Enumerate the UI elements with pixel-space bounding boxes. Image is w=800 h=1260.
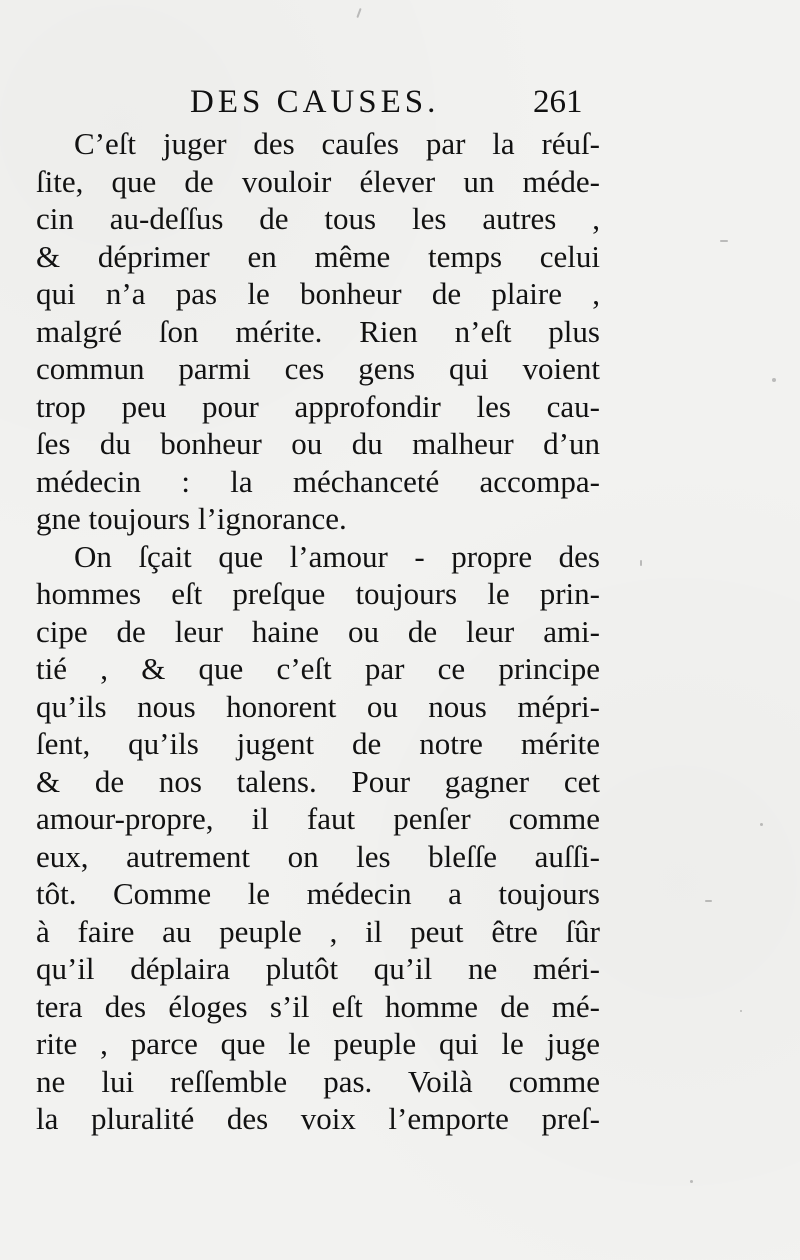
text-line: cipe de leur haine ou de leur ami- <box>36 613 600 649</box>
text-line: On ſçait que l’amour - propre des <box>74 538 600 574</box>
paper-speck <box>720 240 728 242</box>
text-line: qui n’a pas le bonheur de plaire , <box>36 276 600 311</box>
text-line: ne lui reſſemble pas. Voilà comme <box>36 1063 600 1099</box>
text-line: qu’il déplaira plutôt qu’il ne méri- <box>36 951 600 986</box>
page-number: 261 <box>533 84 583 120</box>
text-line: hommes eſt preſque toujours le prin- <box>36 576 600 611</box>
text-line: commun parmi ces gens qui voient <box>36 351 600 386</box>
text-line: eux, autrement on les bleſſe auſſi- <box>36 838 600 874</box>
text-line: médecin : la méchanceté accompa- <box>36 463 600 499</box>
text-line: & de nos talens. Pour gagner cet <box>36 763 600 799</box>
page-header <box>0 82 800 122</box>
text-line: qu’ils nous honorent ou nous mépri- <box>36 688 600 724</box>
text-line: ſent, qu’ils jugent de notre mérite <box>36 726 600 761</box>
text-line: à faire au peuple , il peut être ſûr <box>36 913 600 949</box>
text-line: ſes du bonheur ou du malheur d’un <box>36 426 600 461</box>
text-line: rite , parce que le peuple qui le juge <box>36 1026 600 1061</box>
text-line: malgré ſon mérite. Rien n’eſt plus <box>36 313 600 349</box>
text-line: cin au-deſſus de tous les autres , <box>36 201 600 236</box>
text-line: tôt. Comme le médecin a toujours <box>36 876 600 911</box>
text-line: tera des éloges s’il eſt homme de mé- <box>36 988 600 1024</box>
text-line: C’eſt juger des cauſes par la réuſ- <box>74 126 600 161</box>
text-line: & déprimer en même temps celui <box>36 238 600 274</box>
text-line: amour-propre, il faut penſer comme <box>36 801 600 836</box>
running-title: DES CAUSES. <box>190 84 440 120</box>
paper-speck <box>760 823 763 826</box>
paper-speck <box>705 900 712 902</box>
paper-speck <box>356 8 361 18</box>
paper-speck <box>740 1010 742 1012</box>
paper-speck <box>772 378 776 382</box>
paper-speck <box>690 1180 693 1183</box>
paper-speck <box>640 560 642 566</box>
body-text <box>36 125 600 1138</box>
text-line: tié , & que c’eſt par ce principe <box>36 651 600 686</box>
text-line: gne toujours l’ignorance. <box>36 501 347 536</box>
text-line: ſite, que de vouloir élever un méde- <box>36 163 600 199</box>
text-line: trop peu pour approfondir les cau- <box>36 388 600 424</box>
text-line: la pluralité des voix l’emporte preſ- <box>36 1101 600 1136</box>
